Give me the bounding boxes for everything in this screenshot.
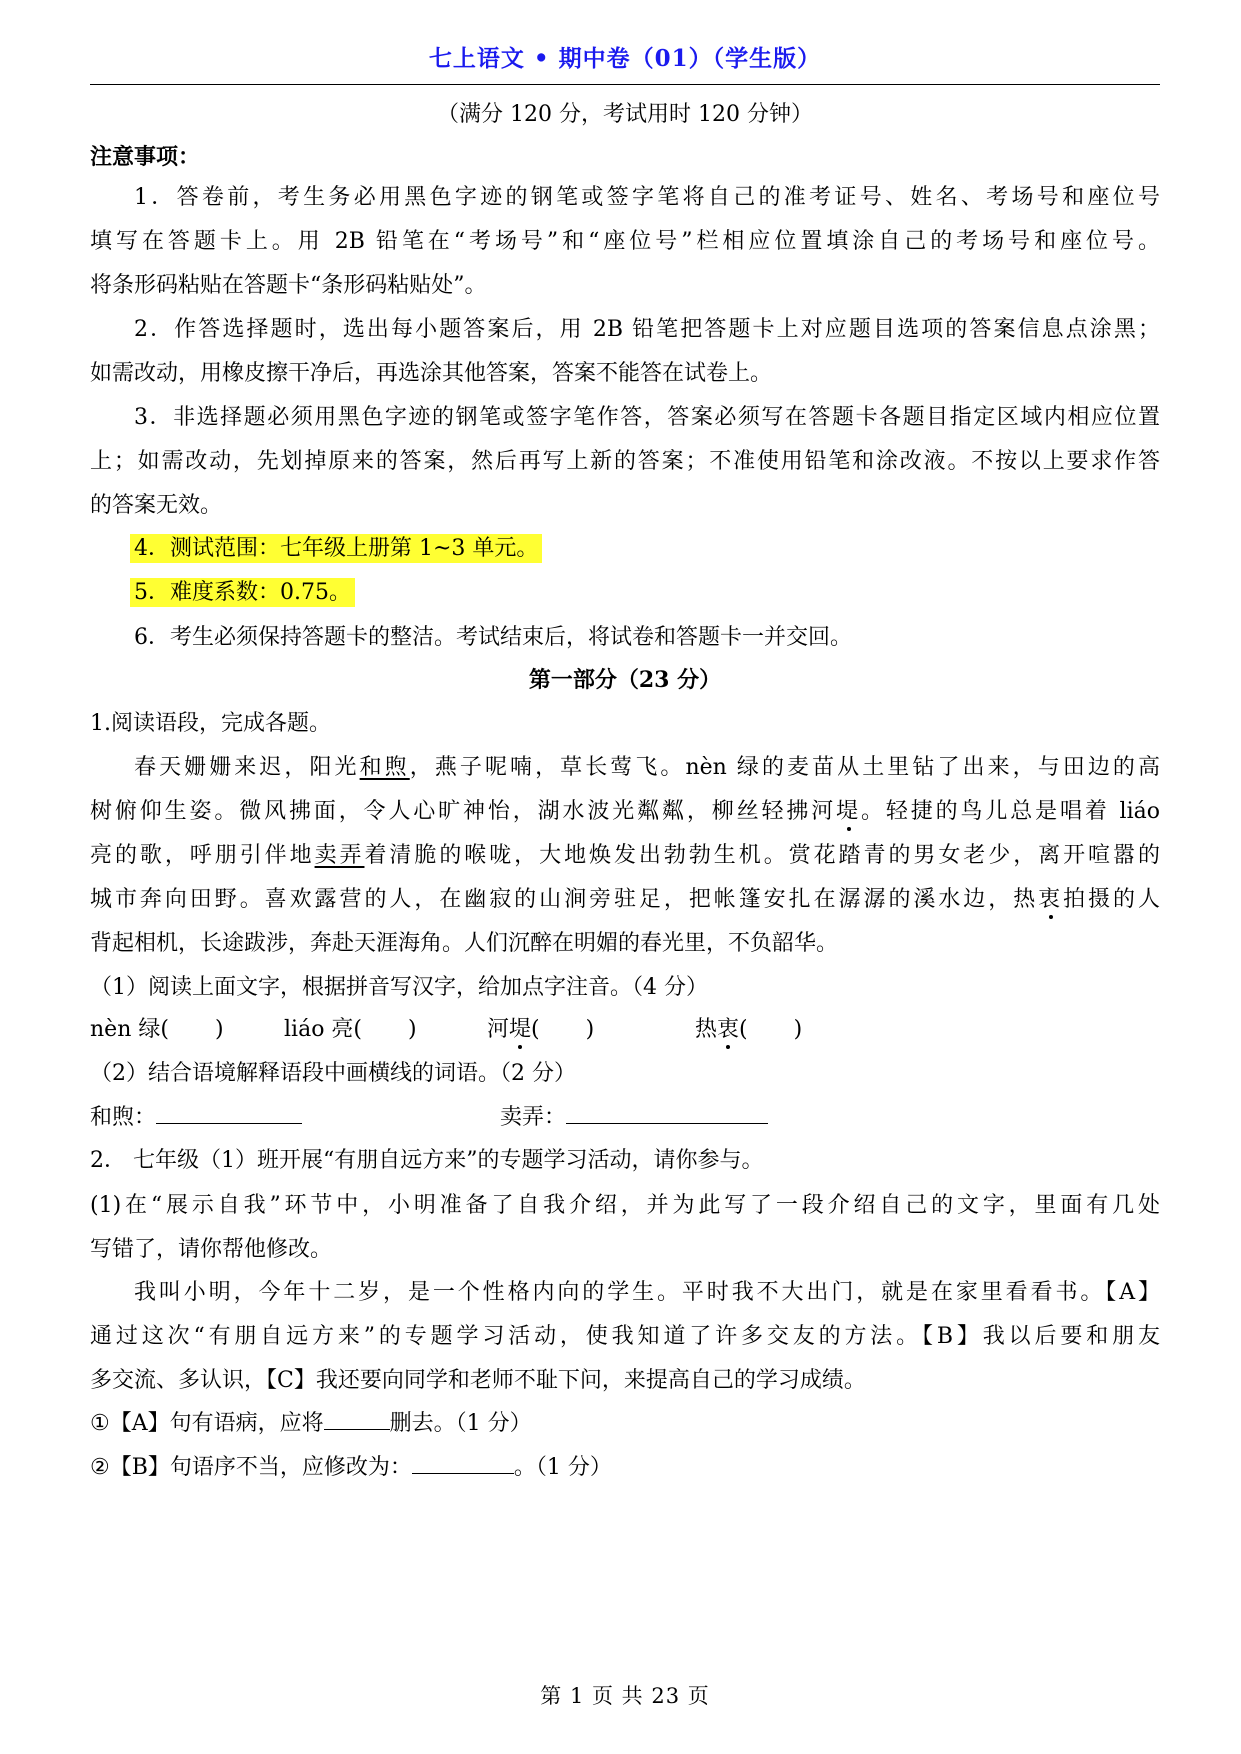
question-1-prompt: 1.阅读语段，完成各题。 bbox=[90, 711, 331, 736]
paren-close: ) bbox=[214, 1017, 224, 1042]
passage-text: 城市奔向田野。喜欢露营的人，在幽寂的山涧旁驻足，把帐篷安扎在潺潺的溪水边，热 bbox=[90, 887, 1039, 912]
fill-item-zhong bbox=[695, 1012, 802, 1043]
fill-item-di bbox=[487, 1012, 594, 1043]
q2-item-b bbox=[90, 1450, 612, 1481]
explain-mainong bbox=[500, 1100, 768, 1131]
q2-sub-1-line-2: 写错了，请你帮他修改。 bbox=[90, 1237, 333, 1262]
fill-item-liao bbox=[284, 1012, 417, 1043]
exam-info: （满分 120 分，考试用时 120 分钟） bbox=[437, 102, 813, 127]
note-6: 6．考生必须保持答题卡的整洁。考试结束后，将试卷和答题卡一并交回。 bbox=[134, 625, 852, 650]
explain-blank[interactable] bbox=[566, 1103, 768, 1124]
notes-heading: 注意事项： bbox=[90, 144, 201, 170]
passage-text: 拍摄的人 bbox=[1063, 887, 1160, 912]
dotted-char-zhong: 衷 bbox=[717, 1017, 740, 1042]
note-2-line-2: 如需改动，用橡皮擦干净后，再选涂其他答案，答案不能答在试卷上。 bbox=[90, 361, 773, 386]
passage-line-3 bbox=[90, 838, 1160, 869]
page-footer: 第 1 页 共 23 页 bbox=[540, 1684, 710, 1708]
paren-close: ) bbox=[793, 1017, 803, 1042]
note-5-highlight: 5．难度系数：0.75。 bbox=[130, 578, 355, 607]
note-4 bbox=[130, 531, 542, 562]
dotted-char-di: 堤 bbox=[509, 1017, 532, 1042]
note-1-line-2: 填写在答题卡上。用 2B 铅笔在“考场号”和“座位号”栏相应位置填涂自己的考场号和座位号。 bbox=[90, 229, 1160, 254]
q2-passage-line-3: 多交流、多认识，【C】我还要向同学和老师不耻下问，来提高自己的学习成绩。 bbox=[90, 1368, 866, 1393]
passage-text: ，燕子呢喃，草长莺飞。nèn 绿的麦苗从土里钻了出来，与田边的高 bbox=[409, 755, 1160, 780]
item-text: 删去。（1 分） bbox=[389, 1411, 532, 1436]
question-2-prompt: 2． 七年级（1）班开展“有朋自远方来”的专题学习活动，请你参与。 bbox=[90, 1148, 764, 1173]
explain-label: 和煦： bbox=[90, 1105, 157, 1130]
explain-hexu bbox=[90, 1100, 302, 1131]
header-divider bbox=[90, 84, 1160, 85]
q1-sub-2: （2）结合语境解释语段中画横线的词语。（2 分） bbox=[90, 1061, 576, 1086]
note-1-line-1: 1．答卷前，考生务必用黑色字迹的钢笔或签字笔将自己的准考证号、姓名、考场号和座位号 bbox=[134, 185, 1160, 210]
note-3-line-1: 3．非选择题必须用黑色字迹的钢笔或签字笔作答，答案必须写在答题卡各题目指定区域内相应位置 bbox=[134, 405, 1160, 430]
item-text: 。（1 分） bbox=[513, 1455, 612, 1480]
note-3-line-2: 上；如需改动，先划掉原来的答案，然后再写上新的答案；不准使用铅笔和涂改液。不按以上要求作答 bbox=[90, 449, 1160, 474]
passage-text: 树俯仰生姿。微风拂面，令人心旷神怡，湖水波光粼粼，柳丝轻拂河 bbox=[90, 799, 837, 824]
fill-label: 河 bbox=[487, 1017, 510, 1042]
fill-label: nèn 绿( bbox=[90, 1017, 169, 1042]
note-5 bbox=[130, 575, 355, 606]
q1-sub-1: （1）阅读上面文字，根据拼音写汉字，给加点字注音。（4 分） bbox=[90, 975, 708, 1000]
answer-blank[interactable] bbox=[324, 1409, 390, 1430]
passage-line-4 bbox=[90, 882, 1160, 913]
header-title: 七上语文 • 期中卷（01）（学生版） bbox=[428, 45, 822, 72]
passage-text: 着清脆的喉咙，大地焕发出勃勃生机。赏花踏青的男女老少，离开喧嚣的 bbox=[364, 843, 1160, 868]
passage-line-5: 背起相机，长途跋涉，奔赴天涯海角。人们沉醉在明媚的春光里，不负韶华。 bbox=[90, 931, 839, 956]
fill-label: 热 bbox=[695, 1017, 718, 1042]
passage-line-2 bbox=[90, 794, 1160, 825]
note-2-line-1: 2．作答选择题时，选出每小题答案后，用 2B 铅笔把答题卡上对应题目选项的答案信息点涂黑； bbox=[134, 317, 1160, 342]
answer-blank[interactable] bbox=[412, 1453, 514, 1474]
part-1-heading: 第一部分（23 分） bbox=[528, 667, 722, 693]
item-text: ②【B】句语序不当，应修改为： bbox=[90, 1455, 412, 1480]
q2-passage-line-1: 我叫小明，今年十二岁，是一个性格内向的学生。平时我不大出门，就是在家里看看书。【A】 bbox=[134, 1280, 1160, 1305]
paren-close: ) bbox=[408, 1017, 417, 1042]
underlined-word-mainong: 卖弄 bbox=[314, 843, 365, 868]
q2-sub-1-line-1: (1)在“展示自我”环节中，小明准备了自我介绍，并为此写了一段介绍自己的文字，里面有几处 bbox=[90, 1193, 1160, 1218]
item-text: ①【A】句有语病，应将 bbox=[90, 1411, 324, 1436]
paren-close: ) bbox=[585, 1017, 595, 1042]
note-3-line-3: 的答案无效。 bbox=[90, 493, 223, 518]
passage-text: 。轻捷的鸟儿总是唱着 liáo bbox=[860, 799, 1160, 824]
q2-item-a bbox=[90, 1406, 532, 1437]
note-4-highlight: 4．测试范围：七年级上册第 1~3 单元。 bbox=[130, 534, 542, 563]
paren-open: ( bbox=[531, 1017, 540, 1042]
fill-item-nen bbox=[90, 1012, 224, 1043]
explain-blank[interactable] bbox=[156, 1103, 302, 1124]
passage-text: 春天姗姗来迟，阳光 bbox=[134, 755, 360, 780]
paren-open: ( bbox=[739, 1017, 748, 1042]
dotted-char-zhong: 衷 bbox=[1038, 887, 1064, 912]
explain-label: 卖弄： bbox=[500, 1105, 567, 1130]
note-1-line-3: 将条形码粘贴在答题卡“条形码粘贴处”。 bbox=[90, 273, 487, 298]
q2-passage-line-2: 通过这次“有朋自远方来”的专题学习活动，使我知道了许多交友的方法。【B】我以后要和朋友 bbox=[90, 1324, 1160, 1349]
passage-text: 亮的歌，呼朋引伴地 bbox=[90, 843, 315, 868]
underlined-word-hexu: 和煦 bbox=[359, 755, 410, 780]
dotted-char-di: 堤 bbox=[836, 799, 861, 824]
fill-label: liáo 亮( bbox=[284, 1017, 363, 1042]
passage-line-1 bbox=[90, 750, 1160, 781]
